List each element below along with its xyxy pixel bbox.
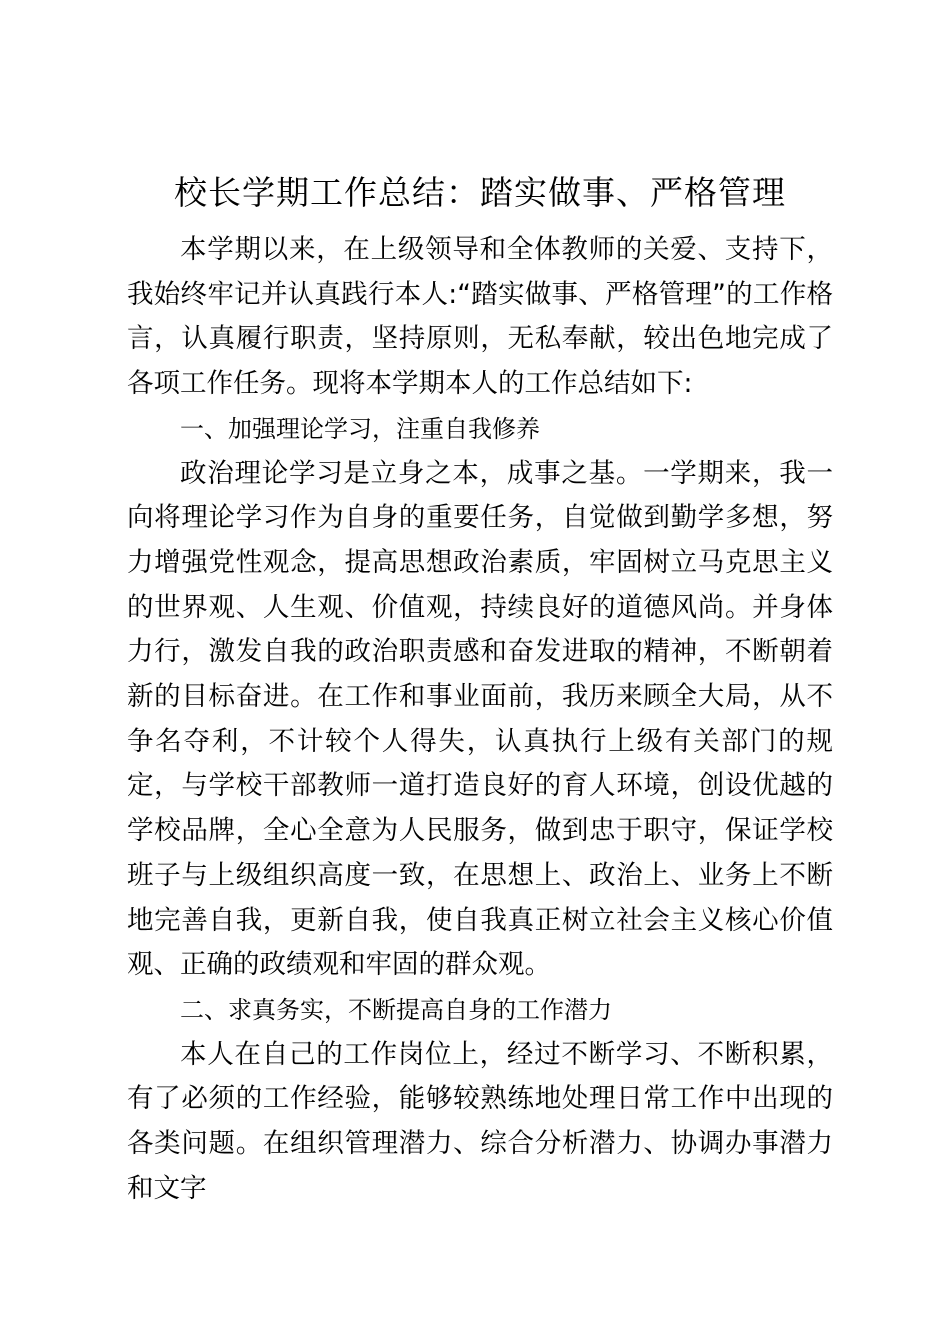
section-heading-2: 二、求真务实，不断提高自身的工作潜力: [180, 995, 612, 1024]
section-2-paragraph: 本人在自己的工作岗位上，经过不断学习、不断积累，有了必须的工作经验，能够较熟练地处理日常工作中出现的各类问题。在组织管理潜力、综合分析潜力、协调办事潜力和文字: [127, 1038, 833, 1204]
section-heading-1: 一、加强理论学习，注重自我修养: [180, 414, 540, 443]
intro-paragraph: 本学期以来，在上级领导和全体教师的关爱、支持下，我始终牢记并认真践行本人:“踏实做事、严格管理”的工作格言，认真履行职责，坚持原则，无私奉献，较出色地完成了各项工作任务。现将本学期本人的工作总结如下:: [127, 234, 833, 400]
section-1-paragraph: 政治理论学习是立身之本，成事之基。一学期来，我一向将理论学习作为自身的重要任务，自觉做到勤学多想，努力增强党性观念，提高思想政治素质，牢固树立马克思主义的世界观、人生观、价值观，持续良好的道德风尚。并身体力行，激发自我的政治职责感和奋发进取的精神，不断朝着新的目标奋进。在工作和事业面前，我历来顾全大局，从不争名夺利，不计较个人得失，认真执行上级有关部门的规定，与学校干部教师一道打造良好的育人环境，创设优越的学校品牌，全心全意为人民服务，做到忠于职守，保证学校班子与上级组织高度一致，在思想上、政治上、业务上不断地完善自我，更新自我，使自我真正树立社会主义核心价值观、正确的政绩观和牢固的群众观。: [127, 457, 833, 981]
document-title: 校长学期工作总结：踏实做事、严格管理: [174, 173, 786, 212]
document-body: [127, 168, 833, 1211]
